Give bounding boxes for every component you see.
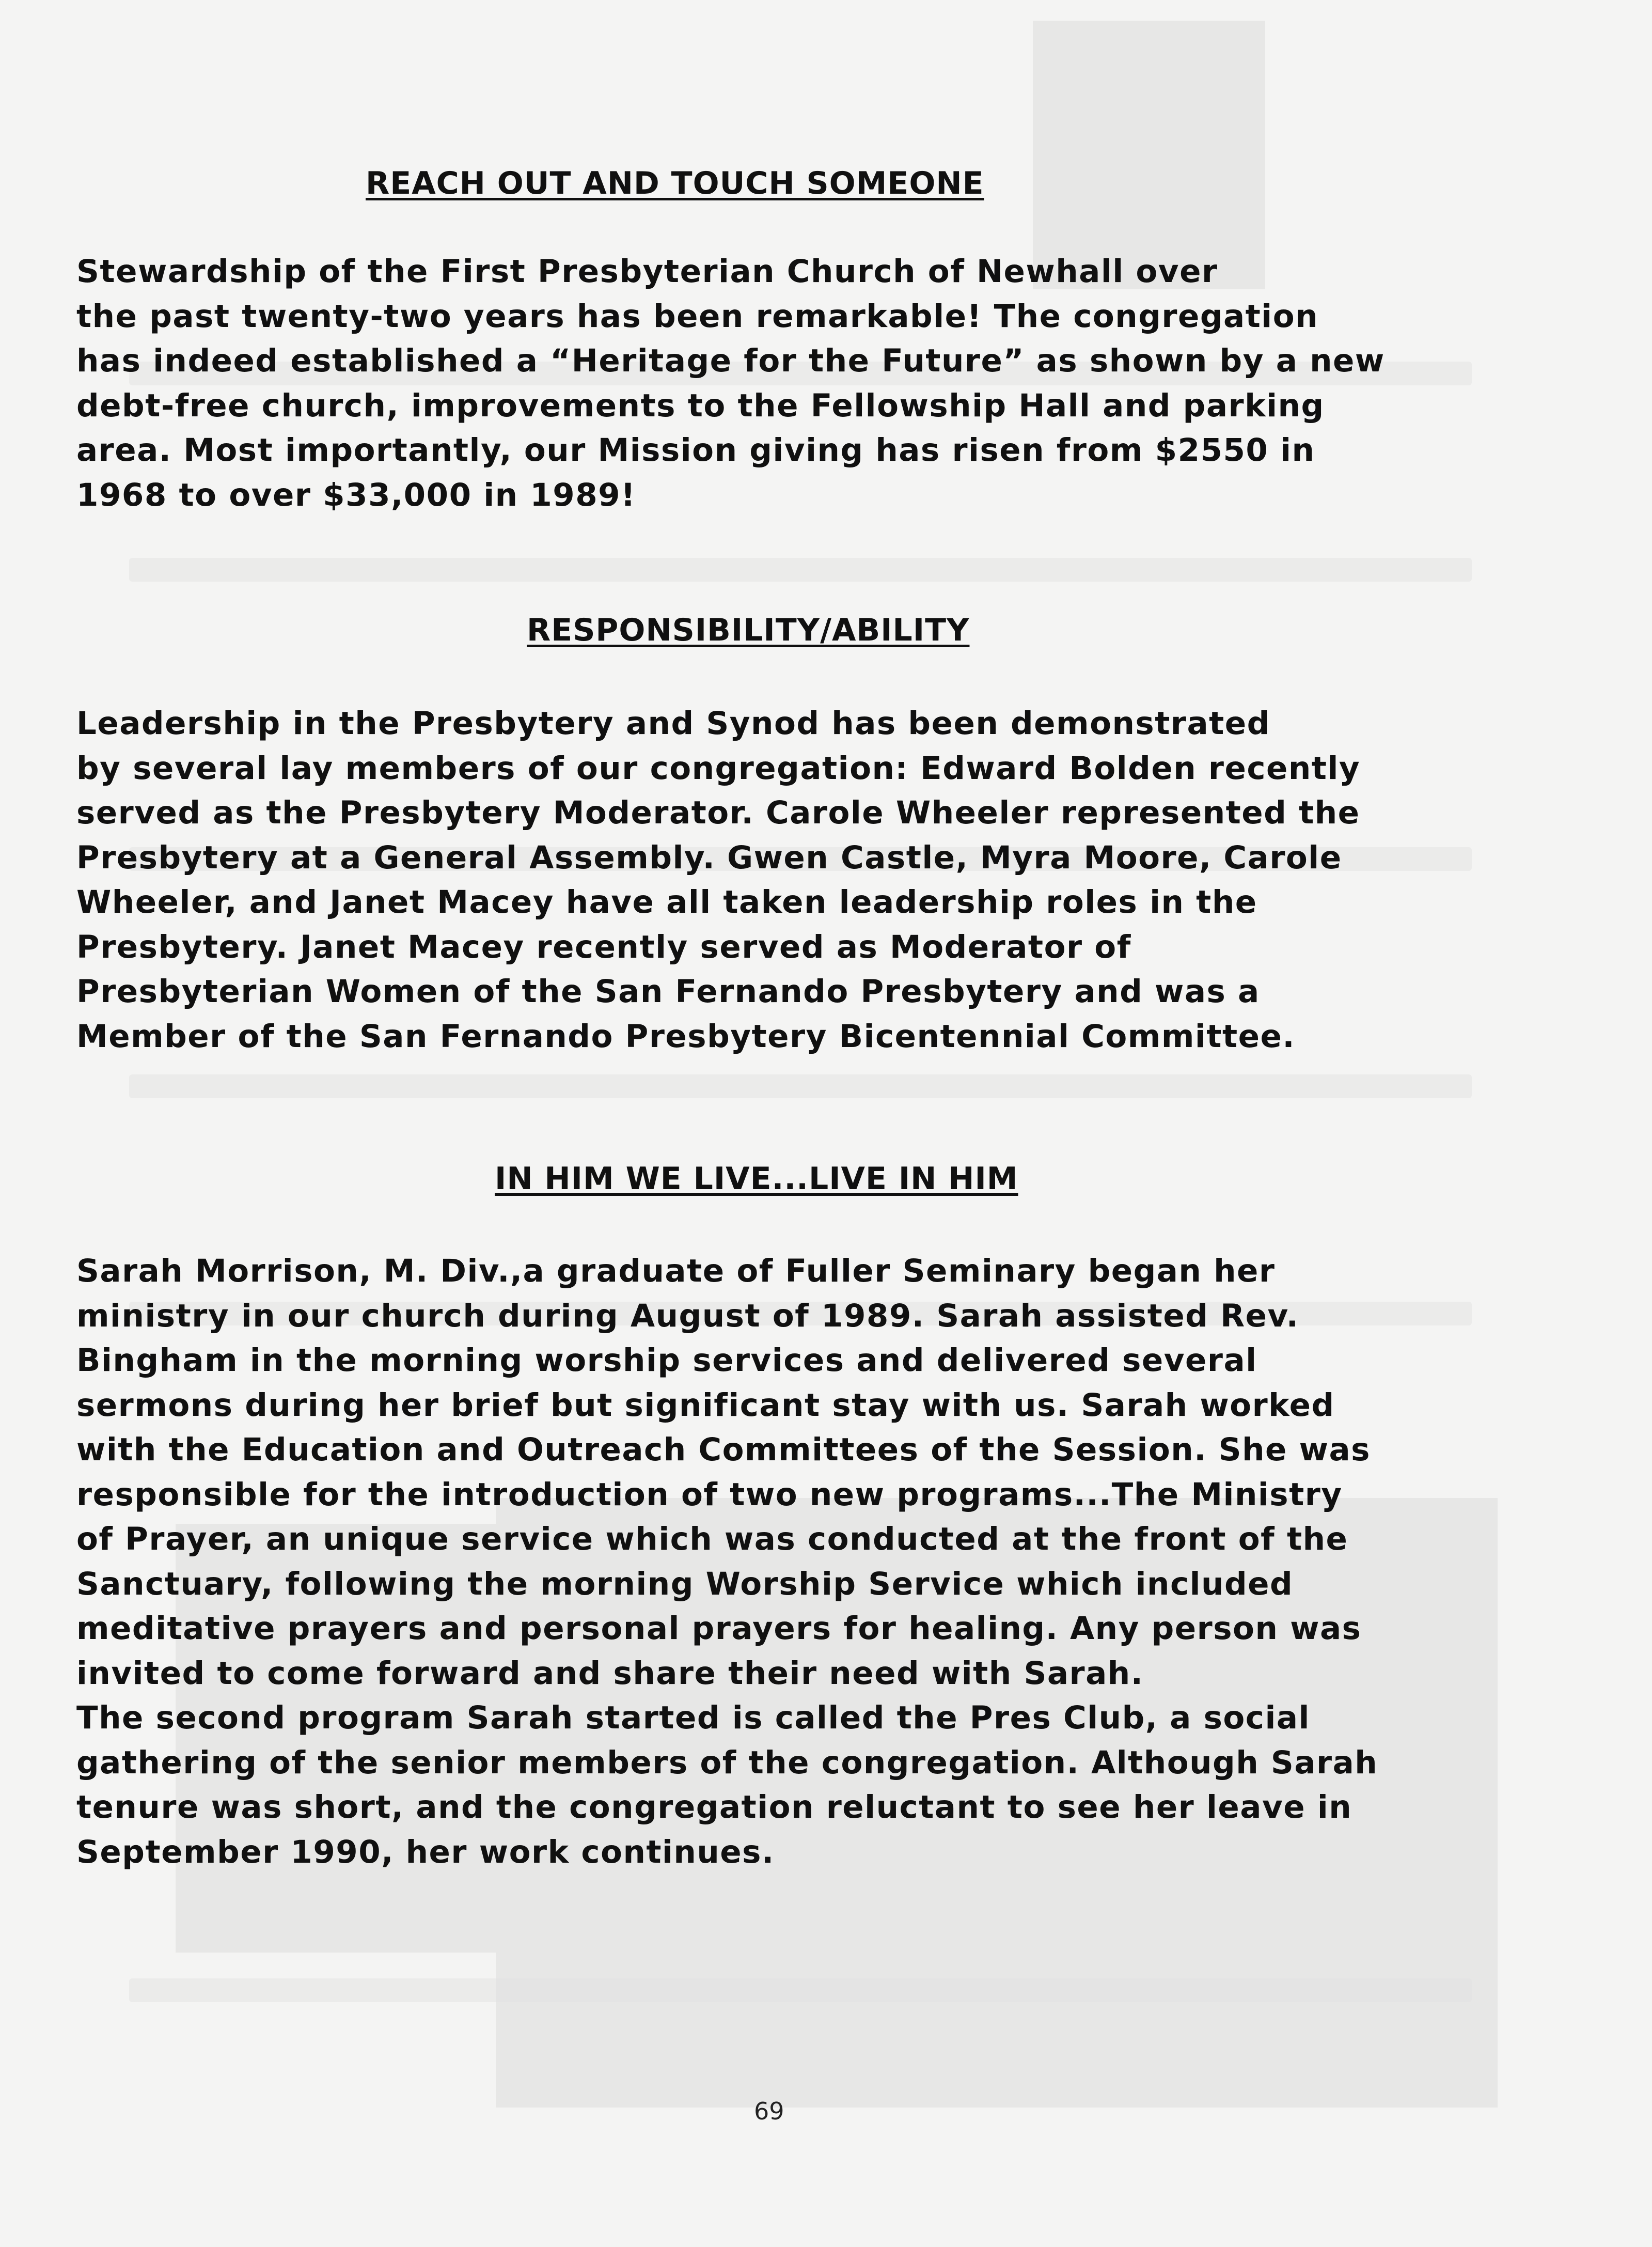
bleed-through-text (129, 1978, 1472, 2002)
bleed-through-photo (1033, 21, 1265, 289)
section-paragraph-leadership: Leadership in the Presbytery and Synod has been demonstrated by several lay members of our congregation: Edward Bolden recently served as the Presbytery Moderator. Carole Wheeler represented the Presbytery at a General Assembly. Gwen Castle, Myra Moore, Carole Wheeler, and Janet Macey have all taken leadership roles in the Presbytery. Janet Macey recently served as Moderator of Presbyterian Women of the San Fernando Presbytery and was a Member of the San Fernando Presbytery Bicentennial Committee. (76, 705, 1361, 1055)
section-heading-responsibility: RESPONSIBILITY/ABILITY (527, 612, 970, 648)
bleed-through-text (129, 1074, 1472, 1098)
section-heading-in-him-we-live: IN HIM WE LIVE...LIVE IN HIM (495, 1161, 1018, 1197)
section-paragraph-sarah-morrison: Sarah Morrison, M. Div.,a graduate of Fuller Seminary began her ministry in our church during August of 1989. Sarah assisted Rev. Bingham in the morning worship services and delivered several sermons during her brief but significant stay with us. Sarah worked with the Education and Outreach Committees of the Session. She was responsible for the introduction of two new programs...The Ministry of Prayer, an unique service which was conducted at the front of the Sanctuary, following the morning Worship Service which included meditative prayers and personal prayers for healing. Any person was invited to come forward and share their need with Sarah. The second program Sarah started is called the Pres Club, a social gathering of the senior members of the congregation. Although Sarah tenure was short, and the congregation reluctant to see her leave in September 1990, her work continues. (76, 1253, 1378, 1870)
section-paragraph-stewardship: Stewardship of the First Presbyterian Church of Newhall over the past twenty-two years has been remarkable! The congregation has indeed established a “Heritage for the Future” as shown by a new debt-free church, improvements to the Fellowship Hall and parking area. Most importantly, our Mission giving has risen from $2550 in 1968 to over $33,000 in 1989! (76, 253, 1385, 513)
page-number: 69 (754, 2097, 784, 2125)
section-heading-reach-out: REACH OUT AND TOUCH SOMEONE (366, 165, 984, 201)
bleed-through-text (129, 558, 1472, 582)
